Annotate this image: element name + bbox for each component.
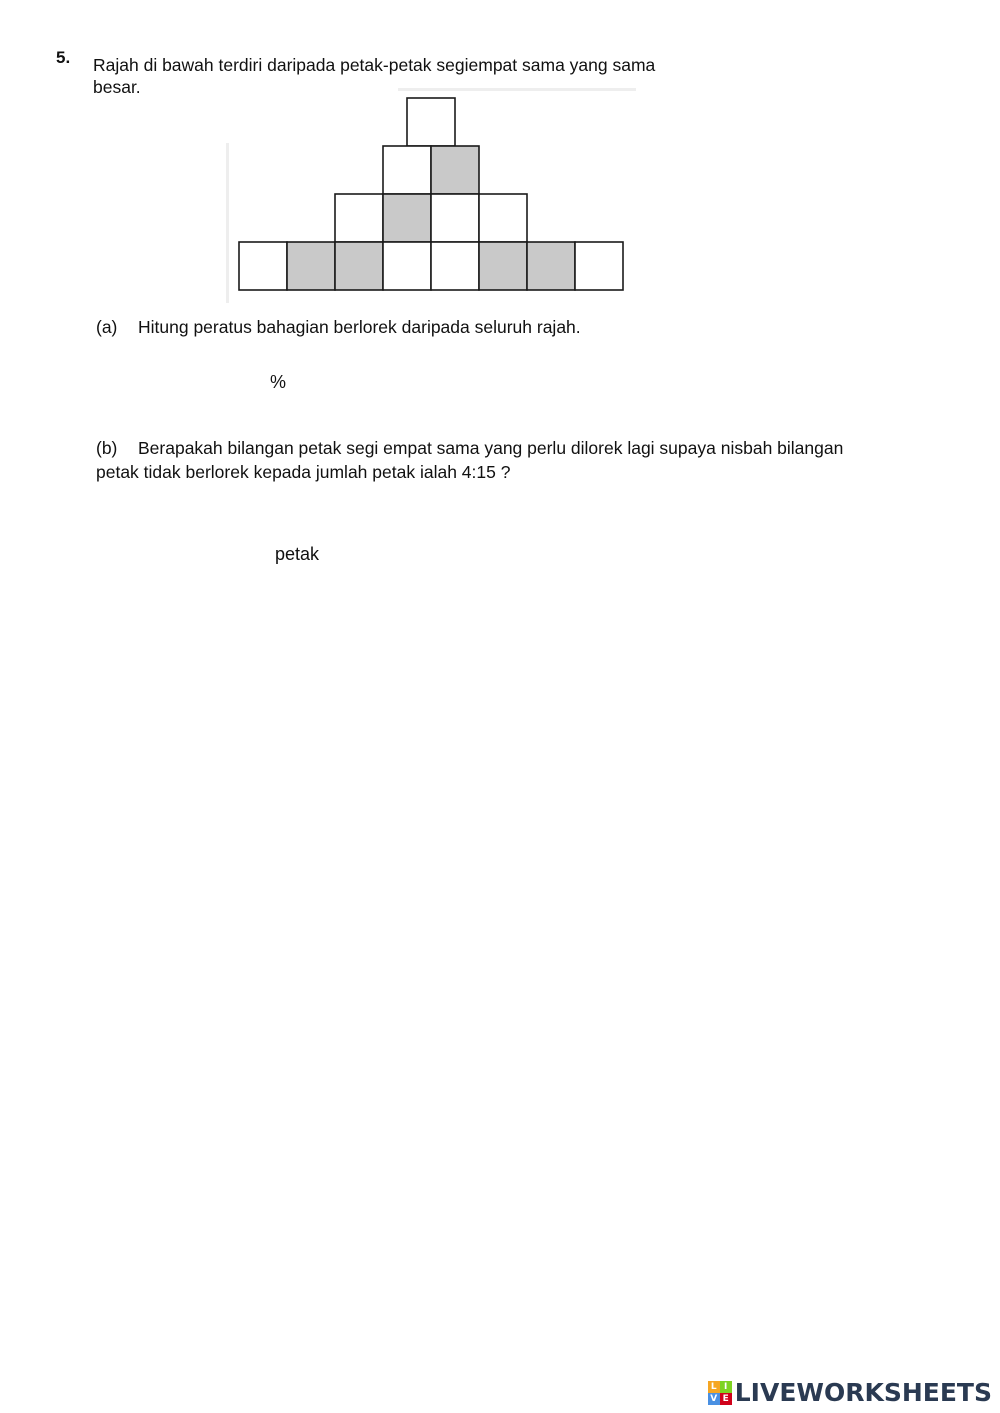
liveworksheets-brand (708, 1378, 992, 1407)
part-b-text-line-1: Berapakah bilangan petak segi empat sama yang perlu dilorek lagi supaya nisbah bilangan (138, 438, 844, 458)
answer-a (270, 372, 286, 393)
unshaded-square (407, 98, 455, 146)
part-b-label: (b) (96, 438, 118, 458)
question-number: 5. (56, 48, 71, 67)
brand-logo-letter: L (708, 1381, 720, 1393)
part-b-text-line-2: petak tidak berlorek kepada jumlah petak ialah 4:15 ? (96, 462, 511, 482)
shaded-square (431, 146, 479, 194)
shaded-square (383, 194, 431, 242)
unshaded-square (335, 194, 383, 242)
brand-logo-letter: I (720, 1381, 732, 1393)
unshaded-square (479, 194, 527, 242)
shaded-square (335, 242, 383, 290)
answer-b (275, 544, 319, 565)
shaded-square (287, 242, 335, 290)
part-a-label: (a) (96, 317, 118, 337)
brand-logo-letter: V (708, 1393, 720, 1405)
brand-text: LIVEWORKSHEETS (734, 1378, 992, 1407)
unshaded-square (383, 146, 431, 194)
square-pyramid-figure (226, 88, 636, 303)
unshaded-square (431, 194, 479, 242)
stem-line-2: besar. (93, 77, 141, 97)
brand-logo-icon (708, 1381, 732, 1405)
shaded-square (479, 242, 527, 290)
part-a-text: Hitung peratus bahagian berlorek daripada seluruh rajah. (138, 317, 581, 337)
shaded-square (527, 242, 575, 290)
unshaded-square (383, 242, 431, 290)
unshaded-square (431, 242, 479, 290)
unshaded-square (239, 242, 287, 290)
scan-edge (398, 88, 636, 91)
part-a (96, 315, 916, 339)
stem-line-1: Rajah di bawah terdiri daripada petak-petak segiempat sama yang sama (93, 55, 656, 75)
answer-a-unit: % (270, 372, 287, 392)
scan-edge (226, 143, 229, 303)
square-grid (239, 98, 623, 290)
brand-logo-letter: E (720, 1393, 732, 1405)
part-b (96, 436, 916, 484)
unshaded-square (575, 242, 623, 290)
answer-b-unit: petak (275, 544, 320, 564)
